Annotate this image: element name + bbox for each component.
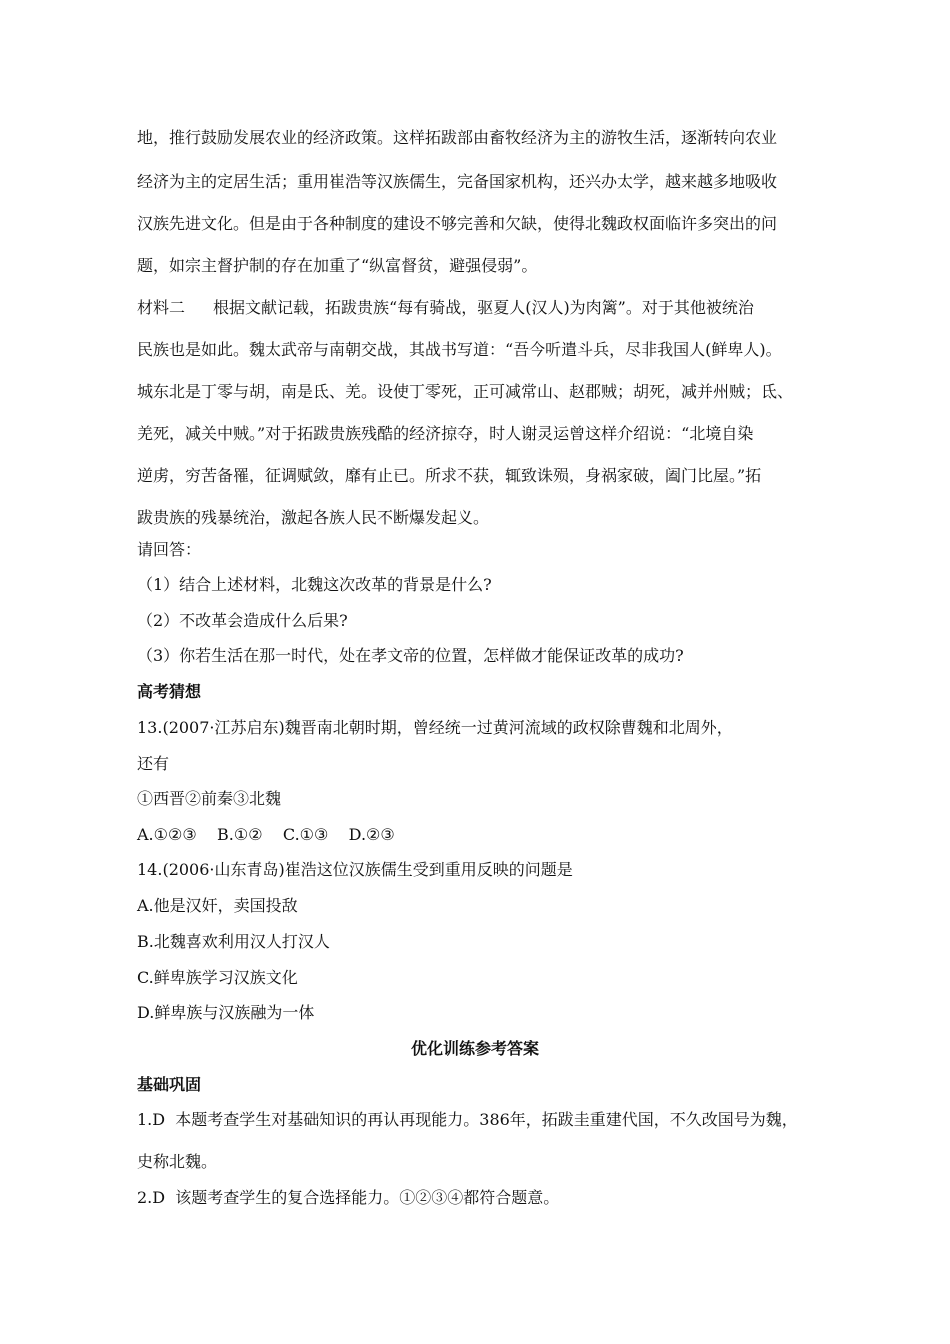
- question-13-stem: 13.(2007·江苏启东)魏晋南北朝时期，曾经统一过黄河流域的政权除曹魏和北周外，: [137, 718, 733, 737]
- paragraph-line: 羌死，减关中贼。”对于拓跋贵族残酷的经济掠夺，时人谢灵运曾这样介绍说：“北境自染: [137, 424, 754, 443]
- answer-1-cont: 史称北魏。: [137, 1152, 218, 1171]
- section-heading-basic: 基础巩固: [137, 1075, 202, 1094]
- question-item: （1）结合上述材料，北魏这次改革的背景是什么?: [137, 575, 492, 594]
- material-text: 根据文献记载，拓跋贵族“每有骑战，驱夏人(汉人)为肉篱”。对于其他被统治: [213, 298, 754, 317]
- section-heading-gaokao: 高考猜想: [137, 682, 202, 701]
- material-label: 材料二: [137, 298, 186, 317]
- question-14-option: D.鲜卑族与汉族融为一体: [137, 1003, 315, 1022]
- material-two-first-line: [137, 298, 754, 318]
- paragraph-line: 民族也是如此。魏太武帝与南朝交战，其战书写道：“吾今听遣斗兵，尽非我国人(鲜卑人)。: [137, 340, 782, 359]
- answer-2: 2.D 该题考查学生的复合选择能力。①②③④都符合题意。: [137, 1188, 560, 1207]
- paragraph-line: 逆虏，穷苦备罹，征调赋敛，靡有止已。所求不获，辄致诛殒，身祸家破，阖门比屋。”拓: [137, 466, 762, 485]
- question-13-options: A.①②③ B.①② C.①③ D.②③: [137, 825, 395, 844]
- question-item: （2）不改革会造成什么后果?: [137, 611, 348, 630]
- question-14-option: C.鲜卑族学习汉族文化: [137, 968, 298, 987]
- paragraph-line: 地，推行鼓励发展农业的经济政策。这样拓跋部由畜牧经济为主的游牧生活，逐渐转向农业: [137, 128, 778, 147]
- question-13-items: ①西晋②前秦③北魏: [137, 789, 282, 808]
- paragraph-line: 题，如宗主督护制的存在加重了“纵富督贫，避强侵弱”。: [137, 256, 538, 275]
- question-14-option: A.他是汉奸，卖国投敌: [137, 896, 298, 915]
- answers-title: 优化训练参考答案: [410, 1039, 539, 1058]
- answer-1: 1.D 本题考查学生对基础知识的再认再现能力。386年，拓跋圭重建代国，不久改国号为魏，: [137, 1110, 798, 1129]
- paragraph-line: 汉族先进文化。但是由于各种制度的建设不够完善和欠缺，使得北魏政权面临许多突出的问: [137, 214, 778, 233]
- question-13-stem-cont: 还有: [137, 754, 170, 773]
- paragraph-line: 跋贵族的残暴统治，激起各族人民不断爆发起义。: [137, 508, 490, 527]
- paragraph-line: 经济为主的定居生活；重用崔浩等汉族儒生，完备国家机构，还兴办太学，越来越多地吸收: [137, 172, 778, 191]
- question-14-stem: 14.(2006·山东青岛)崔浩这位汉族儒生受到重用反映的问题是: [137, 860, 573, 879]
- question-14-option: B.北魏喜欢利用汉人打汉人: [137, 932, 330, 951]
- paragraph-line: 城东北是丁零与胡，南是氐、羌。设使丁零死，正可减常山、赵郡贼；胡死，减并州贼；氐、: [137, 382, 794, 401]
- question-item: （3）你若生活在那一时代，处在孝文帝的位置，怎样做才能保证改革的成功?: [137, 646, 684, 665]
- answer-prompt: 请回答：: [137, 540, 202, 559]
